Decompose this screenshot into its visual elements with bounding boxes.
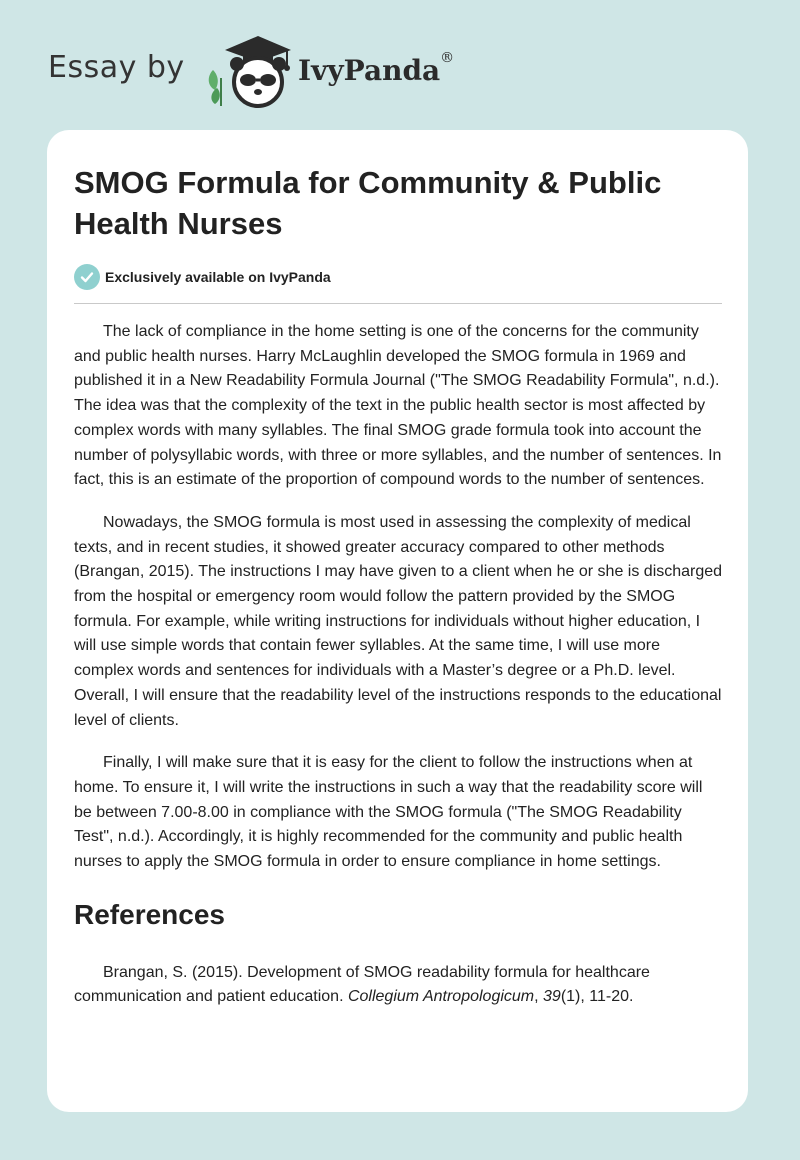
brand-text: IvyPanda <box>298 54 441 87</box>
paragraph: Nowadays, the SMOG formula is most used in assessing the complexity of medical texts, and in recent studies, it showed greater accuracy compared to other methods (Brangan, 2015). The instructions I may have given to a client when he or she is discharged from the hospital or emergency room would follow the pattern provided by the SMOG formula. For example, while writing instructions for individuals without higher education, I will use simple words that contain fewer syllables. At the same time, I will use more complex words and sentences for individuals with a Master’s degree or a Ph.D. level. Overall, I will ensure that the readability level of the instructions responds to the educational level of clients. <box>74 513 723 729</box>
reference-sep: , <box>534 988 544 1006</box>
reference-lead: Brangan, S. (2015). Development of SMOG readability formula for healthcare communication and patient education. <box>74 963 650 1006</box>
reference-item <box>74 961 724 1010</box>
reference-tail: (1), 11-20. <box>560 988 634 1006</box>
registered-mark: ® <box>440 50 455 66</box>
paragraph: The lack of compliance in the home setting is one of the concerns for the community and public health nurses. Harry McLaughlin developed the SMOG formula in 1969 and published it in a New Readability Formula Journal ("The SMOG Readability Formula", n.d.). The idea was that the complexity of the text in the public health sector is most affected by complex words with many syllables. The final SMOG grade formula took into account the number of polysyllabic words, with three or more syllables, and the number of sentences. In fact, this is an estimate of the proportion of compound words to the number of sentences. <box>74 323 722 489</box>
exclusive-badge-text: Exclusively available on IvyPanda <box>105 269 331 285</box>
reference-journal: Collegium Antropologicum <box>347 988 535 1006</box>
essay-by-label: Essay by <box>48 50 185 85</box>
essay-card <box>47 130 748 1112</box>
references-heading: References <box>74 898 225 930</box>
reference-volume: 39 <box>543 988 561 1006</box>
site-header <box>48 30 548 110</box>
divider <box>74 303 722 304</box>
page-title: SMOG Formula for Community & Public Health Nurses <box>74 165 662 241</box>
brand-name[interactable] <box>298 50 455 87</box>
panda-graduate-icon[interactable] <box>203 30 293 110</box>
essay-body <box>74 320 724 1028</box>
paragraph: Finally, I will make sure that it is easy for the client to follow the instructions when at home. To ensure it, I will write the instructions in such a way that the readability score will be between 7.00-8.00 in compliance with the SMOG formula ("The SMOG Readability Test", n.d.). Accordingly, it is highly recommended for the community and public health nurses to apply the SMOG formula in order to ensure compliance in home settings. <box>74 754 703 871</box>
check-icon <box>74 264 100 290</box>
exclusive-badge <box>74 264 331 290</box>
